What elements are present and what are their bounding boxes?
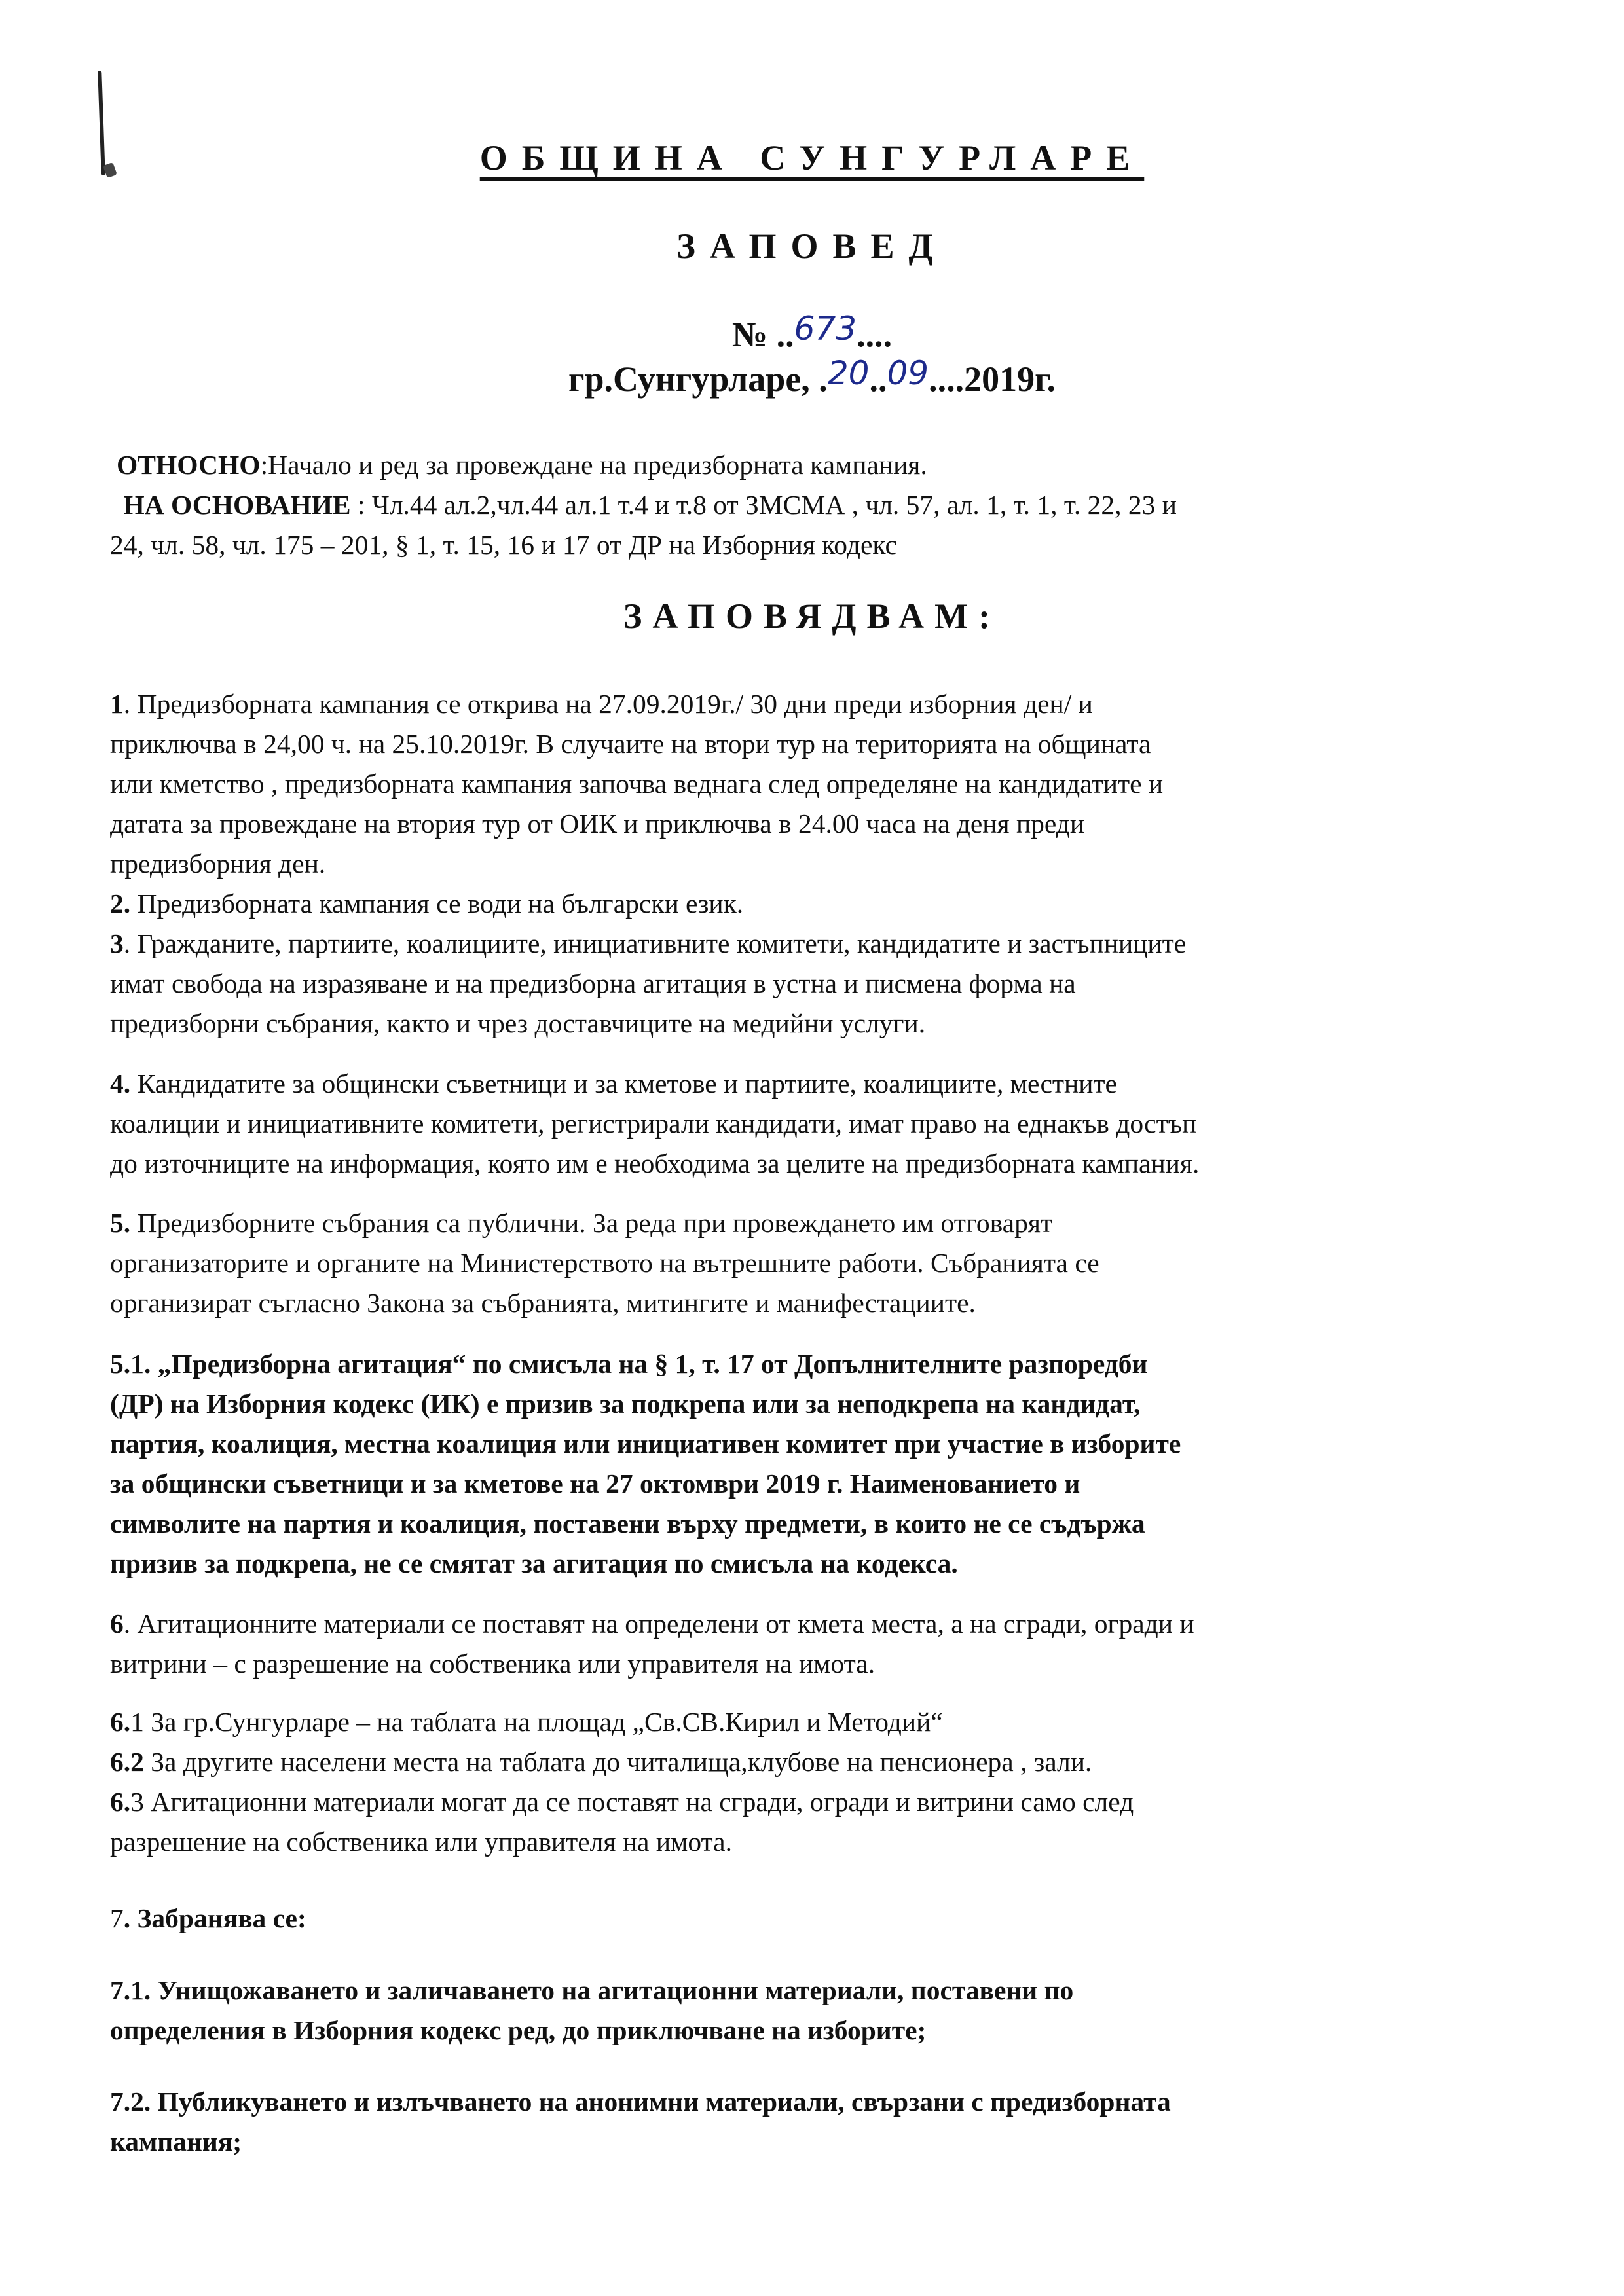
document-type-title: ЗАПОВЕД (676, 227, 948, 266)
item-5-1-line: символите на партия и коалиция, поставени върху предмети, в които не се съдържа (110, 1508, 1145, 1539)
place-date-line (0, 354, 1624, 399)
item-5-line: организират съгласно Закона за събранията, митингите и манифестациите. (110, 1288, 976, 1318)
item-1-line: или кметство , предизборната кампания започва веднага след определяне на кандидатите и (110, 769, 1164, 799)
basis-line-2: 24, чл. 58, чл. 175 – 201, § 1, т. 15, 16 и 17 от ДР на Изборния кодекс (110, 530, 897, 560)
order-number-line (0, 310, 1624, 355)
date-separator: .. (869, 359, 887, 399)
item-7-2 (110, 2082, 1439, 2162)
item-3 (110, 924, 1439, 1044)
item-1-number: 1 (110, 689, 124, 719)
item-7-line: . Забранява се: (123, 1903, 306, 1933)
item-3-line: имат свобода на изразяване и на предизборна агитация в устна и писмена форма на (110, 968, 1076, 998)
subject-text: :Начало и ред за провеждане на предизборната кампания. (260, 450, 927, 480)
item-5-1-line: призив за подкрепа, не се смятат за агитация по смисъла на кодекса. (110, 1548, 958, 1578)
item-1-line: датата за провеждане на втория тур от ОИК и приключва в 24.00 часа на деня преди (110, 809, 1085, 839)
item-6-3-line: 3 Агитационни материали могат да се поставят на сгради, огради и витрини само след (130, 1787, 1134, 1817)
item-6-1-line: 1 За гр.Сунгурларе – на таблата на площад „Св.СВ.Кирил и Методий“ (130, 1707, 943, 1737)
item-6-line: витрини – с разрешение на собственика или управителя на имота. (110, 1649, 876, 1679)
item-6-3-line: разрешение на собственика или управителя на имота. (110, 1827, 732, 1857)
item-3-line: . Гражданите, партиите, коалициите, инициативните комитети, кандидатите и застъпниците (123, 928, 1187, 958)
item-5-1-line: 5.1. „Предизборна агитация“ по смисъла на § 1, т. 17 от Допълнителните разпоредби (110, 1349, 1148, 1379)
item-7-1-line: 7.1. Унищожаването и заличаването на агитационни материали, поставени по (110, 1975, 1074, 2005)
item-5-1-line: партия, коалиция, местна коалиция или инициативен комитет при участие в изборите (110, 1429, 1181, 1459)
item-7-number: 7 (110, 1903, 124, 1933)
municipality-title: ОБЩИНА СУНГУРЛАРЕ (479, 138, 1145, 177)
item-5-1-line: (ДР) на Изборния кодекс (ИК) е призив за подкрепа или за неподкрепа на кандидат, (110, 1389, 1141, 1419)
decree-heading: ЗАПОВЯДВАМ: (623, 596, 1001, 636)
item-4-line: до източниците на информация, която им е необходима за целите на предизборната кампания. (110, 1148, 1200, 1178)
handwritten-day: 20 (827, 354, 870, 392)
item-6-number: 6 (110, 1609, 124, 1639)
item-2 (110, 884, 1439, 924)
item-7-2-line: 7.2. Публикуването и излъчването на анонимни материали, свързани с предизборната (110, 2086, 1171, 2117)
item-3-number: 3 (110, 928, 124, 958)
item-3-line: предизборни събрания, както и чрез доставчиците на медийни услуги. (110, 1008, 926, 1038)
item-4-line: Кандидатите за общински съветници и за кметове и партиите, коалициите, местните (130, 1068, 1117, 1099)
date-suffix: ....2019г. (929, 359, 1056, 399)
item-6-sub (110, 1702, 1439, 1862)
item-7-1-line: определения в Изборния кодекс ред, до приключване на изборите; (110, 2015, 927, 2045)
subject-label: ОТНОСНО (117, 450, 261, 480)
item-1-line: приключва в 24,00 ч. на 25.10.2019г. В случаите на втори тур на територията на общината (110, 729, 1151, 759)
item-5-line: Предизборните събрания са публични. За реда при провеждането им отговарят (130, 1208, 1053, 1238)
item-7 (110, 1899, 1439, 1939)
number-suffix: .... (857, 315, 893, 354)
item-7-1 (110, 1971, 1439, 2050)
item-1-line: предизборния ден. (110, 848, 326, 879)
item-1-line: . Предизборната кампания се открива на 27.09.2019г./ 30 дни преди изборния ден/ и (123, 689, 1093, 719)
item-4 (110, 1064, 1439, 1184)
item-6-2-line: За другите населени места на таблата до читалища,клубове на пенсионера , зали. (143, 1747, 1092, 1777)
item-4-number: 4. (110, 1068, 131, 1099)
item-5-line: организаторите и органите на Министерството на вътрешните работи. Събранията се (110, 1248, 1099, 1278)
basis-section (110, 445, 1446, 565)
basis-label: НА ОСНОВАНИЕ (123, 490, 351, 520)
item-6-1-number: 6. (110, 1707, 131, 1737)
item-5-1 (110, 1344, 1439, 1584)
item-6-2-number: 6.2 (110, 1747, 144, 1777)
handwritten-month: 09 (887, 354, 929, 392)
item-5 (110, 1203, 1439, 1323)
item-6-line: . Агитационните материали се поставят на определени от кмета места, а на сгради, огради и (123, 1609, 1194, 1639)
item-7-2-line: кампания; (110, 2126, 242, 2157)
item-5-number: 5. (110, 1208, 131, 1238)
item-1 (110, 684, 1439, 884)
item-2-number: 2. (110, 888, 131, 919)
item-6 (110, 1604, 1439, 1684)
handwritten-number: 673 (794, 310, 857, 348)
number-prefix: № .. (731, 315, 794, 354)
item-4-line: коалиции и инициативните комитети, регистрирали кандидати, имат право на еднакъв достъп (110, 1108, 1197, 1139)
item-2-line: Предизборната кампания се води на български език. (130, 888, 744, 919)
item-5-1-line: за общински съветници и за кметове на 27 октомври 2019 г. Наименованието и (110, 1468, 1080, 1499)
basis-line-1: : Чл.44 ал.2,чл.44 ал.1 т.4 и т.8 от ЗМСМА , чл. 57, ал. 1, т. 1, т. 22, 23 и (350, 490, 1177, 520)
item-6-3-number: 6. (110, 1787, 131, 1817)
place-prefix: гр.Сунгурларе, . (568, 359, 828, 399)
